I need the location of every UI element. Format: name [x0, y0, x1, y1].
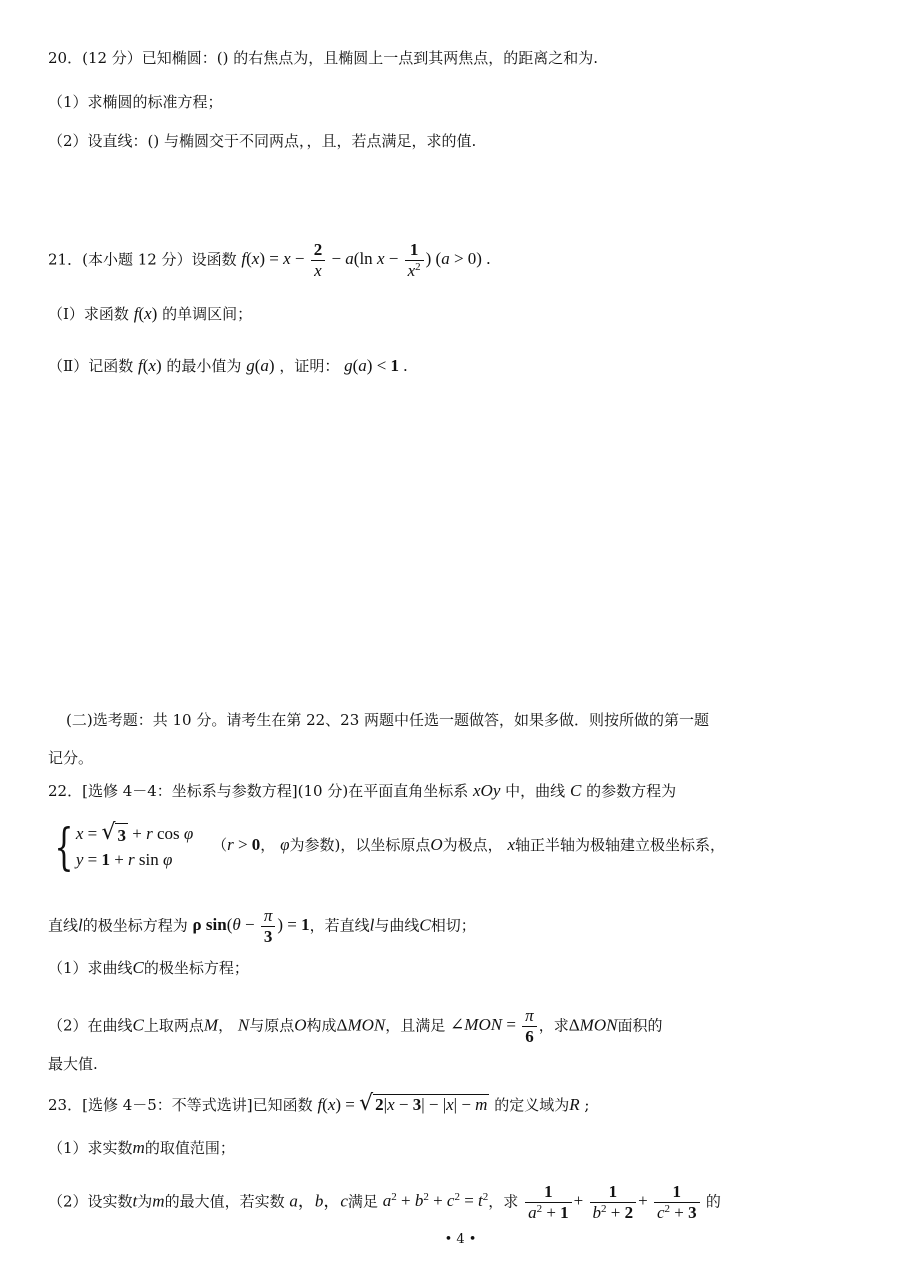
q20-stem: 20．(12 分）已知椭圆：() 的右焦点为，且椭圆上一点到其两焦点，的距离之和为.: [48, 49, 599, 67]
q21-part1: （Ⅰ）求函数 f(x) 的单调区间；: [48, 304, 253, 323]
q22-param-equations: { x = √ 3 + r cos φ y = 1 + r sin φ （r > 0， φ为参数)，以坐标原点O为极点， x轴正半轴为极轴建立极坐标系，: [54, 818, 725, 876]
q23-function-formula: f(x) = √ 2|x − 3| − |x| − m: [317, 1091, 488, 1116]
q21-part2: （Ⅱ）记函数 f(x) 的最小值为 g(a) ，证明： g(a) < 1 .: [48, 356, 408, 375]
section2-line1: (二)选考题：共 10 分。请考生在第 22、23 两题中任选一题做答，如果多做．则按所做的第一题: [66, 711, 710, 729]
q23-sum-expression: $\frac{1}{a^2 + 1}$ + $\frac{1}{b^2 + 2}$ + $\frac{1}{c^2 + 3}$: [523, 1191, 706, 1210]
section2-line2: 记分。: [48, 749, 94, 767]
page-number: • 4 •: [444, 1232, 477, 1247]
q21-prefix: 21．(本小题 12 分）设函数: [48, 250, 237, 269]
q23-stem: 23．[选修 4－5：不等式选讲]已知函数 f(x) = √ 2|x − 3| − |x| − m 的定义域为R ;: [48, 1091, 590, 1116]
q22-part2-end: 最大值.: [48, 1055, 98, 1073]
f-of-x: f(x): [133, 304, 158, 323]
q21-inequality: g(a) < 1 .: [344, 356, 408, 375]
q23-constraint: $a^2 + b^2 + c^2 = t^2$: [382, 1191, 489, 1211]
q22-polar-formula: ρ sin(θ − $\frac{\pi}{3}$ ) = 1: [192, 906, 310, 946]
q23-part2: （2）设实数t为m的最大值，若实数 a，b，c满足 $a^2 + b^2 + c^2 = t^2$，求 $\frac{1}{a^2 + 1}$ + $\frac{1}{b^2 + 2}$ + $\frac{1}{c^2 + 3}$ 的: [48, 1182, 721, 1222]
q22-angle-condition: ∠MON = $\frac{\pi}{6}$: [450, 1015, 539, 1034]
q20-part2: （2）设直线：() 与椭圆交于不同两点，，且，若点满足，求的值.: [48, 132, 477, 150]
q22-part1: （1）求曲线C的极坐标方程；: [48, 958, 249, 977]
q21-stem: [48, 240, 490, 281]
q22-stem: 22．[选修 4－4：坐标系与参数方程](10 分)在平面直角坐标系 xOy 中，曲线 C 的参数方程为: [48, 781, 677, 800]
q20-part1: （1）求椭圆的标准方程；: [48, 93, 223, 111]
q23-part1: （1）求实数m的取值范围；: [48, 1138, 235, 1157]
q22-line-equation: 直线l的极坐标方程为 ρ sin(θ − $\frac{\pi}{3}$ ) = 1，若直线l与曲线C相切；: [48, 906, 476, 946]
q22-part2: （2）在曲线C上取两点M， N与原点O构成ΔMON，且满足 ∠MON = $\frac{\pi}{6}$ ，求ΔMON面积的: [48, 1006, 663, 1046]
q21-function-formula: f(x) = x − $\frac{2}{x}$ − a(ln x − $\frac{1}{x^2}$ ) (a > 0) .: [241, 240, 491, 280]
